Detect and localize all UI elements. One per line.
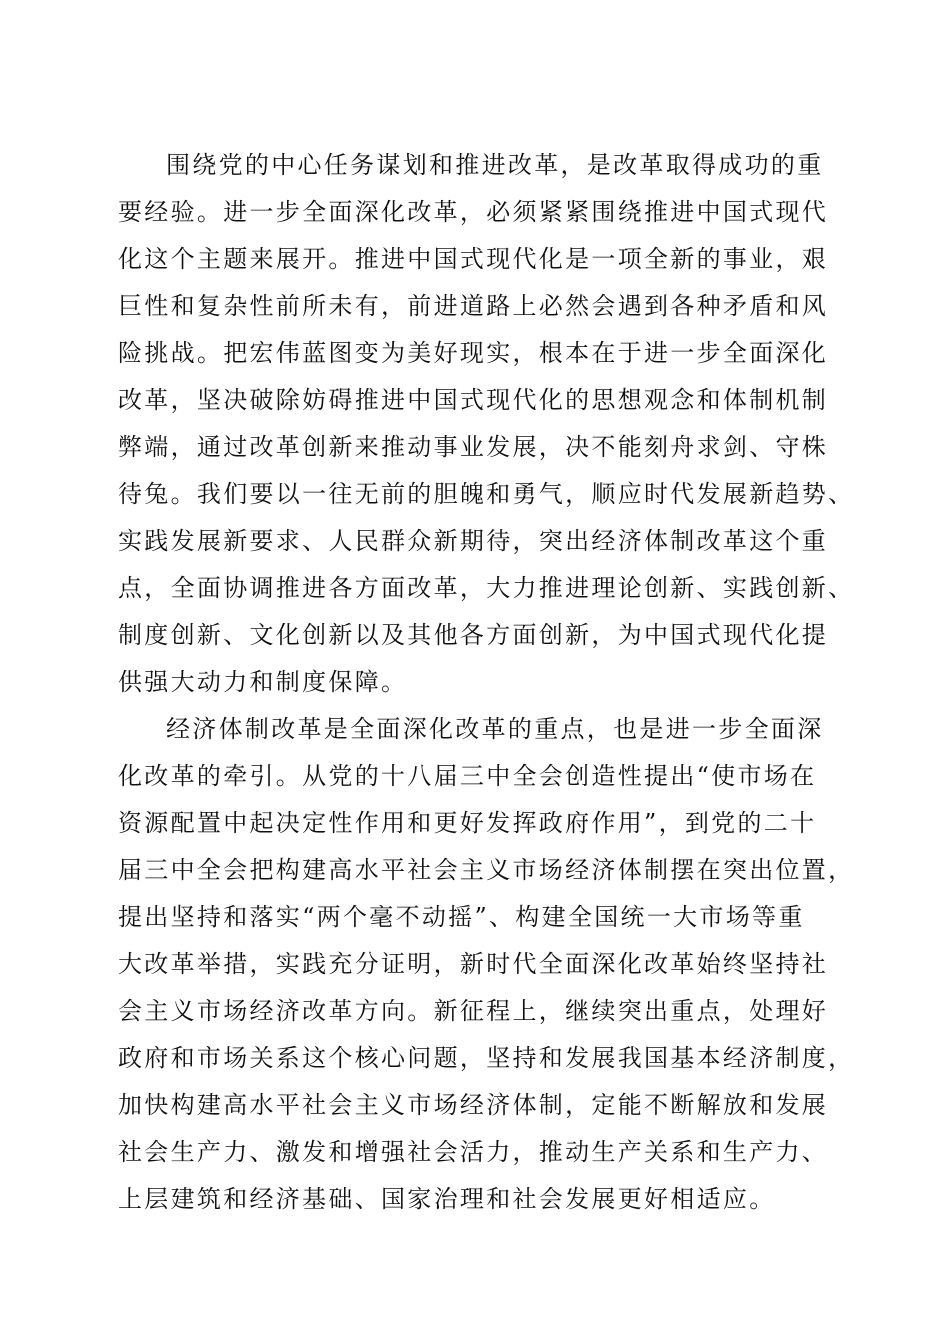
paragraph-line: 大改革举措，实践充分证明，新时代全面深化改革始终坚持社 (118, 950, 829, 978)
paragraph-line: 供强大动力和制度保障。 (118, 668, 408, 696)
paragraph-2 (118, 706, 855, 1223)
paragraph-line: 政府和市场关系这个核心问题，坚持和发展我国基本经济制度， (118, 1044, 855, 1072)
paragraph-line: 改革，坚决破除妨碍推进中国式现代化的思想观念和体制机制 (118, 386, 829, 414)
paragraph-line: 实践发展新要求、人民群众新期待，突出经济体制改革这个重 (118, 527, 829, 555)
document-body (118, 142, 855, 1223)
paragraph-line: 点，全面协调推进各方面改革，大力推进理论创新、实践创新、 (118, 574, 855, 602)
paragraph-line: 待兔。我们要以一往无前的胆魄和勇气，顺应时代发展新趋势、 (118, 480, 855, 508)
paragraph-line: 巨性和复杂性前所未有，前进道路上必然会遇到各种矛盾和风 (118, 292, 829, 320)
paragraph-line: 加快构建高水平社会主义市场经济体制，定能不断解放和发展 (118, 1091, 829, 1119)
paragraph-line: 会主义市场经济改革方向。新征程上，继续突出重点，处理好 (118, 997, 829, 1025)
paragraph-line: 围绕党的中心任务谋划和推进改革，是改革取得成功的重 (166, 151, 824, 179)
paragraph-line: 上层建筑和经济基础、国家治理和社会发展更好相适应。 (118, 1185, 776, 1213)
paragraph-line: 资源配置中起决定性作用和更好发挥政府作用”，到党的二十 (118, 809, 817, 837)
paragraph-line: 经济体制改革是全面深化改革的重点，也是进一步全面深 (166, 715, 824, 743)
paragraph-line: 提出坚持和落实“两个毫不动摇”、构建全国统一大市场等重 (118, 903, 805, 931)
paragraph-line: 险挑战。把宏伟蓝图变为美好现实，根本在于进一步全面深化 (118, 339, 829, 367)
paragraph-line: 化改革的牵引。从党的十八届三中全会创造性提出“使市场在 (118, 762, 817, 790)
paragraph-1 (118, 142, 855, 706)
paragraph-line: 届三中全会把构建高水平社会主义市场经济体制摆在突出位置， (118, 856, 855, 884)
paragraph-line: 制度创新、文化创新以及其他各方面创新，为中国式现代化提 (118, 621, 829, 649)
paragraph-line: 要经验。进一步全面深化改革，必须紧紧围绕推进中国式现代 (118, 198, 829, 226)
paragraph-line: 社会生产力、激发和增强社会活力，推动生产关系和生产力、 (118, 1138, 829, 1166)
paragraph-line: 弊端，通过改革创新来推动事业发展，决不能刻舟求剑、守株 (118, 433, 829, 461)
paragraph-line: 化这个主题来展开。推进中国式现代化是一项全新的事业，艰 (118, 245, 829, 273)
